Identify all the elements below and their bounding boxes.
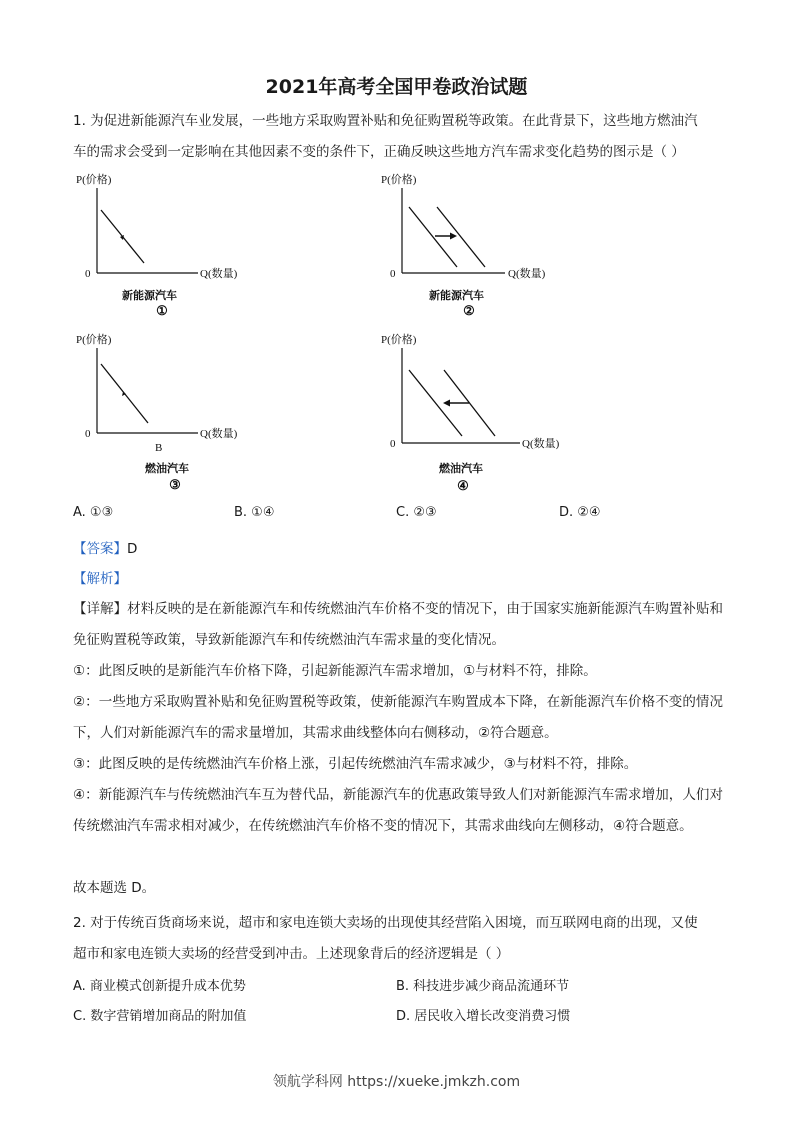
graph-4-xlabel: Q(数量) [522, 438, 560, 450]
detail-tag: 【详解】 [73, 601, 128, 617]
q2-stem-line2: 超市和家电连锁大卖场的经营受到冲击。上述现象背后的经济逻辑是（ ） [73, 946, 510, 962]
q1-option-d[interactable]: D. ②④ [559, 505, 601, 520]
answer-tag: 【答案】 [73, 541, 127, 557]
analysis-item-2: ②：一些地方采取购置补贴和免征购置税等政策，使新能源汽车购置成本下降，在新能源汽车价格不变的情况下，人们对新能源汽车的需求量增加，其需求曲线整体向右侧移动，②符合题意。 [73, 694, 723, 741]
graph-3-caption: 燃油汽车 [145, 462, 189, 475]
graph-3-number: ③ [169, 477, 181, 492]
graph-3-ylabel: P(价格) [76, 334, 112, 346]
graph-2-number: ② [463, 303, 475, 318]
graph-4-number: ④ [457, 478, 469, 493]
analysis-item-3: ③：此图反映的是传统燃油汽车价格上涨，引起传统燃油汽车需求减少，③与材料不符，排除。 [73, 756, 638, 772]
graph-1 [70, 170, 270, 320]
q2-option-c[interactable]: C. 数字营销增加商品的附加值 [73, 1009, 247, 1024]
detail-paragraph [73, 594, 723, 656]
conclusion: 故本题选 D。 [73, 880, 156, 896]
q1-option-c[interactable]: C. ②③ [396, 505, 437, 520]
demand-curve-original [409, 207, 457, 267]
right-arrow-icon [450, 233, 457, 240]
graph-3-origin: 0 [85, 428, 91, 440]
q2-stem-line1: 2. 对于传统百货商场来说，超市和家电连锁大卖场的出现使其经营陷入困境，而互联网电商的出现，又使 [73, 915, 698, 931]
analysis-tag: 【解析】 [73, 571, 127, 587]
graph-2-origin: 0 [390, 268, 396, 280]
q2-option-a[interactable]: A. 商业模式创新提升成本优势 [73, 979, 246, 994]
graph-3 [70, 330, 270, 490]
answer-line [73, 537, 137, 557]
page-title: 2021年高考全国甲卷政治试题 [265, 76, 528, 98]
analysis-item-4: ④：新能源汽车与传统燃油汽车互为替代品，新能源汽车的优惠政策导致人们对新能源汽车需求增加，人们对传统燃油汽车需求相对减少，在传统燃油汽车价格不变的情况下，其需求曲线向左侧移动，④符合题意。 [73, 787, 723, 834]
graph-2 [377, 170, 577, 320]
graph-1-xlabel: Q(数量) [200, 268, 238, 280]
left-arrow-icon [443, 400, 450, 407]
graph-3-extra-label: B [155, 442, 163, 454]
graph-4-ylabel: P(价格) [381, 334, 417, 346]
graph-1-ylabel: P(价格) [76, 174, 112, 186]
graph-2-xlabel: Q(数量) [508, 268, 546, 280]
graph-2-caption: 新能源汽车 [429, 289, 484, 302]
graph-2-ylabel: P(价格) [381, 174, 417, 186]
analysis-item-1: ①：此图反映的是新能汽车价格下降，引起新能源汽车需求增加，①与材料不符，排除。 [73, 663, 597, 679]
footer-watermark: 领航学科网 https://xueke.jmkzh.com [272, 1074, 521, 1090]
q1-option-a[interactable]: A. ①③ [73, 505, 114, 520]
graph-4-caption: 燃油汽车 [439, 462, 483, 475]
q1-stem-line2: 车的需求会受到一定影响在其他因素不变的条件下，正确反映这些地方汽车需求变化趋势的图示是（ ） [73, 144, 685, 160]
q2-option-d[interactable]: D. 居民收入增长改变消费习惯 [396, 1009, 571, 1024]
q2-option-b[interactable]: B. 科技进步减少商品流通环节 [396, 979, 570, 994]
q1-stem-line1: 1. 为促进新能源汽车业发展，一些地方采取购置补贴和免征购置税等政策。在此背景下，这些地方燃油汽 [73, 113, 698, 129]
detail-text: 材料反映的是在新能源汽车和传统燃油汽车价格不变的情况下，由于国家实施新能源汽车购置补贴和免征购置税等政策，导致新能源汽车和传统燃油汽车需求量的变化情况。 [73, 601, 724, 648]
graph-1-number: ① [156, 303, 168, 318]
graph-4 [377, 330, 587, 495]
graph-4-origin: 0 [390, 438, 396, 450]
demand-curve-shifted [437, 207, 485, 267]
answer-value: D [127, 541, 138, 557]
graph-1-caption: 新能源汽车 [122, 289, 177, 302]
graph-3-xlabel: Q(数量) [200, 428, 238, 440]
q1-option-b[interactable]: B. ①④ [234, 505, 275, 520]
graph-1-origin: 0 [85, 268, 91, 280]
